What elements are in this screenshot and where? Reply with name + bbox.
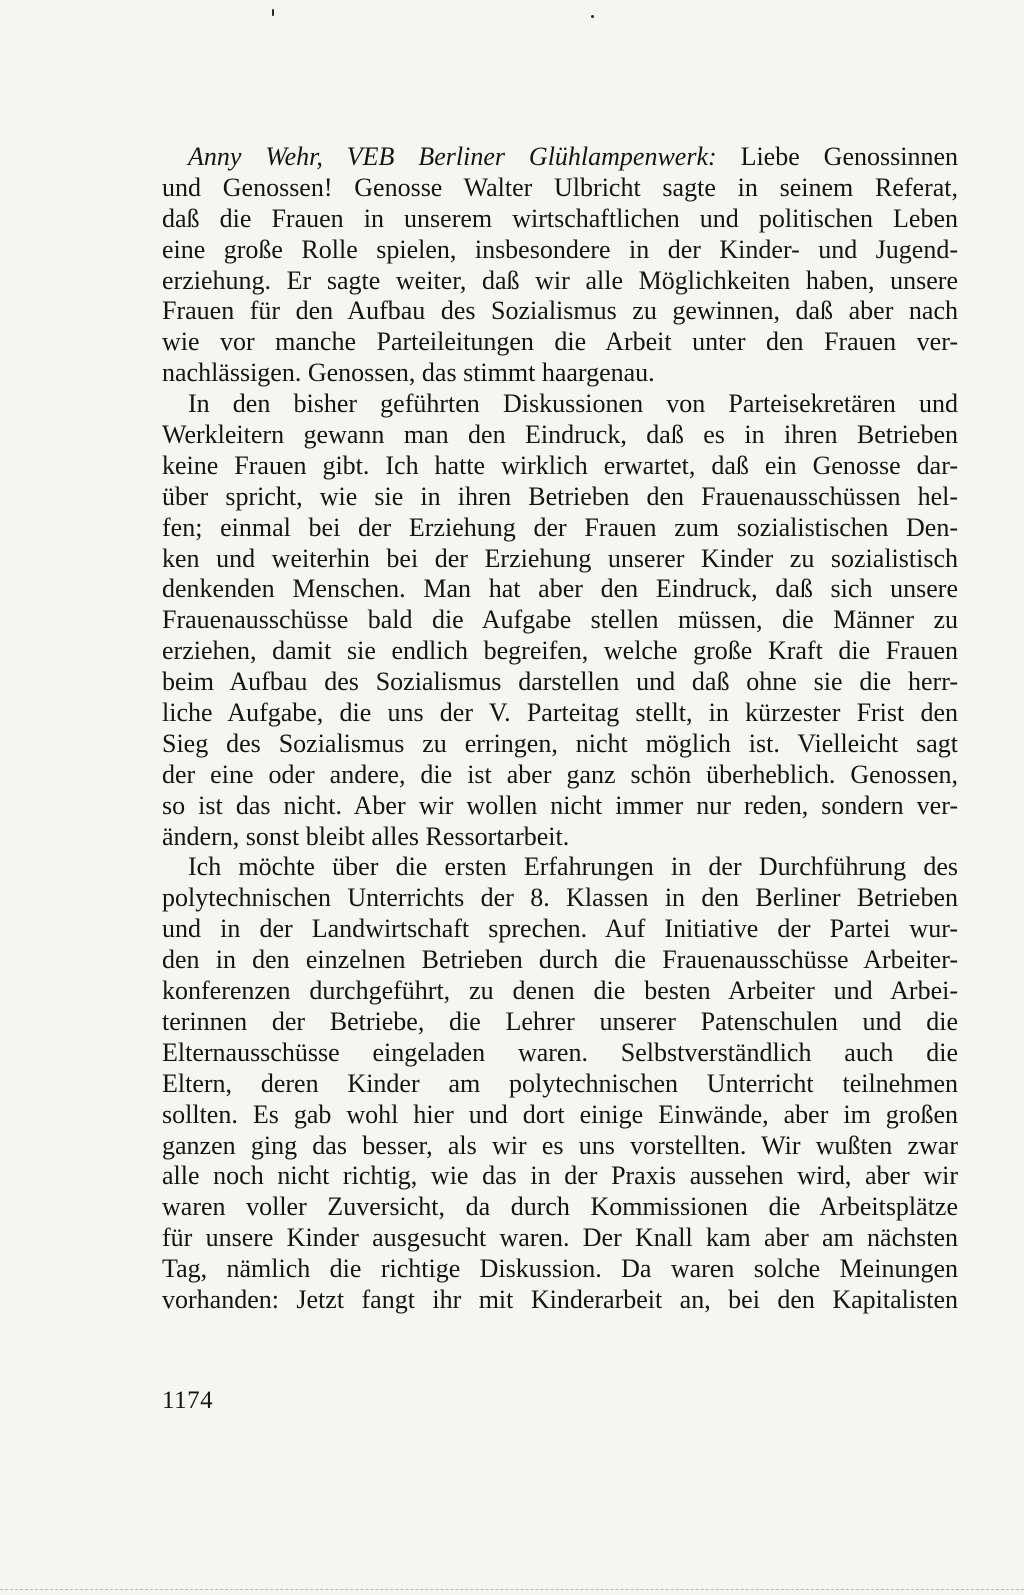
text-line: beim Aufbau des Sozialismus darstellen und daß ohne sie die herr- [162, 667, 958, 697]
text-line: über spricht, wie sie in ihren Betrieben den Frauenausschüssen hel- [162, 481, 958, 511]
text-line: polytechnischen Unterrichts der 8. Klassen in den Berliner Betrieben [162, 883, 958, 913]
text-line: alle noch nicht richtig, wie das in der Praxis aussehen wird, aber wir [162, 1161, 958, 1191]
text-line: Elternausschüsse eingeladen waren. Selbstverständlich auch die [162, 1037, 958, 1067]
text-line: Frauen für den Aufbau des Sozialismus zu gewinnen, daß aber nach [162, 296, 958, 326]
text-line: vorhanden: Jetzt fangt ihr mit Kinderarbeit an, bei den Kapitalisten [162, 1284, 958, 1314]
text-line: daß die Frauen in unserem wirtschaftlichen und politischen Leben [162, 203, 958, 233]
paragraph-2 [162, 389, 958, 852]
text-line: den in den einzelnen Betrieben durch die Frauenausschüsse Arbeiter- [162, 945, 958, 975]
paragraph-3 [162, 852, 958, 1315]
text-line: Ich möchte über die ersten Erfahrungen in der Durchführung des [188, 852, 958, 882]
text-line: so ist das nicht. Aber wir wollen nicht immer nur reden, sondern ver- [162, 790, 958, 820]
text-line: nachlässigen. Genossen, das stimmt haargenau. [162, 358, 655, 388]
print-speck [272, 9, 274, 16]
text-line: Werkleitern gewann man den Eindruck, daß es in ihren Betrieben [162, 420, 958, 450]
print-speck [591, 15, 594, 18]
text-line: Tag, nämlich die richtige Diskussion. Da waren solche Meinungen [162, 1254, 958, 1284]
text-line-rest: Liebe Genossinnen [716, 142, 958, 171]
text-line: der eine oder andere, die ist aber ganz schön überheblich. Genossen, [162, 759, 958, 789]
text-line: ken und weiterhin bei der Erziehung unserer Kinder zu sozialistisch [162, 543, 958, 573]
text-line [162, 142, 958, 173]
text-line: Sieg des Sozialismus zu erringen, nicht möglich ist. Vielleicht sagt [162, 728, 958, 758]
text-line: sollten. Es gab wohl hier und dort einige Einwände, aber im großen [162, 1099, 958, 1129]
text-line: keine Frauen gibt. Ich hatte wirklich erwartet, daß ein Genosse dar- [162, 450, 958, 480]
text-line: waren voller Zuversicht, da durch Kommissionen die Arbeitsplätze [162, 1192, 958, 1222]
text-line: fen; einmal bei der Erziehung der Frauen zum sozialistischen Den- [162, 512, 958, 542]
text-line: und in der Landwirtschaft sprechen. Auf Initiative der Partei wur- [162, 914, 958, 944]
text-line: ändern, sonst bleibt alles Ressortarbeit. [162, 821, 570, 851]
page-number: 1174 [162, 1387, 214, 1414]
text-line: terinnen der Betriebe, die Lehrer unserer Patenschulen und die [162, 1006, 958, 1036]
page-edge-rule [0, 1589, 1024, 1590]
text-line: konferenzen durchgeführt, zu denen die besten Arbeiter und Arbei- [162, 976, 958, 1006]
paragraph-1 [162, 142, 958, 389]
text-line: ganzen ging das besser, als wir es uns vorstellten. Wir wußten zwar [162, 1130, 958, 1160]
text-line: wie vor manche Parteileitungen die Arbeit unter den Frauen ver- [162, 327, 958, 357]
text-line: In den bisher geführten Diskussionen von Parteisekretären und [188, 389, 958, 419]
text-line: Frauenausschüsse bald die Aufgabe stellen müssen, die Männer zu [162, 605, 958, 635]
body-text [162, 142, 958, 1316]
text-line: erziehen, damit sie endlich begreifen, welche große Kraft die Frauen [162, 636, 958, 666]
text-line: für unsere Kinder ausgesucht waren. Der Knall kam aber am nächsten [162, 1223, 958, 1253]
text-line: erziehung. Er sagte weiter, daß wir alle Möglichkeiten haben, unsere [162, 265, 958, 295]
text-line: Eltern, deren Kinder am polytechnischen Unterricht teilnehmen [162, 1068, 958, 1098]
text-line: denkenden Menschen. Man hat aber den Eindruck, daß sich unsere [162, 574, 958, 604]
speaker-name: Anny Wehr, VEB Berliner Glühlampenwerk: [188, 142, 717, 171]
text-line: und Genossen! Genosse Walter Ulbricht sagte in seinem Referat, [162, 172, 958, 202]
text-line: liche Aufgabe, die uns der V. Parteitag stellt, in kürzester Frist den [162, 698, 958, 728]
text-line: eine große Rolle spielen, insbesondere in der Kinder- und Jugend- [162, 234, 958, 264]
